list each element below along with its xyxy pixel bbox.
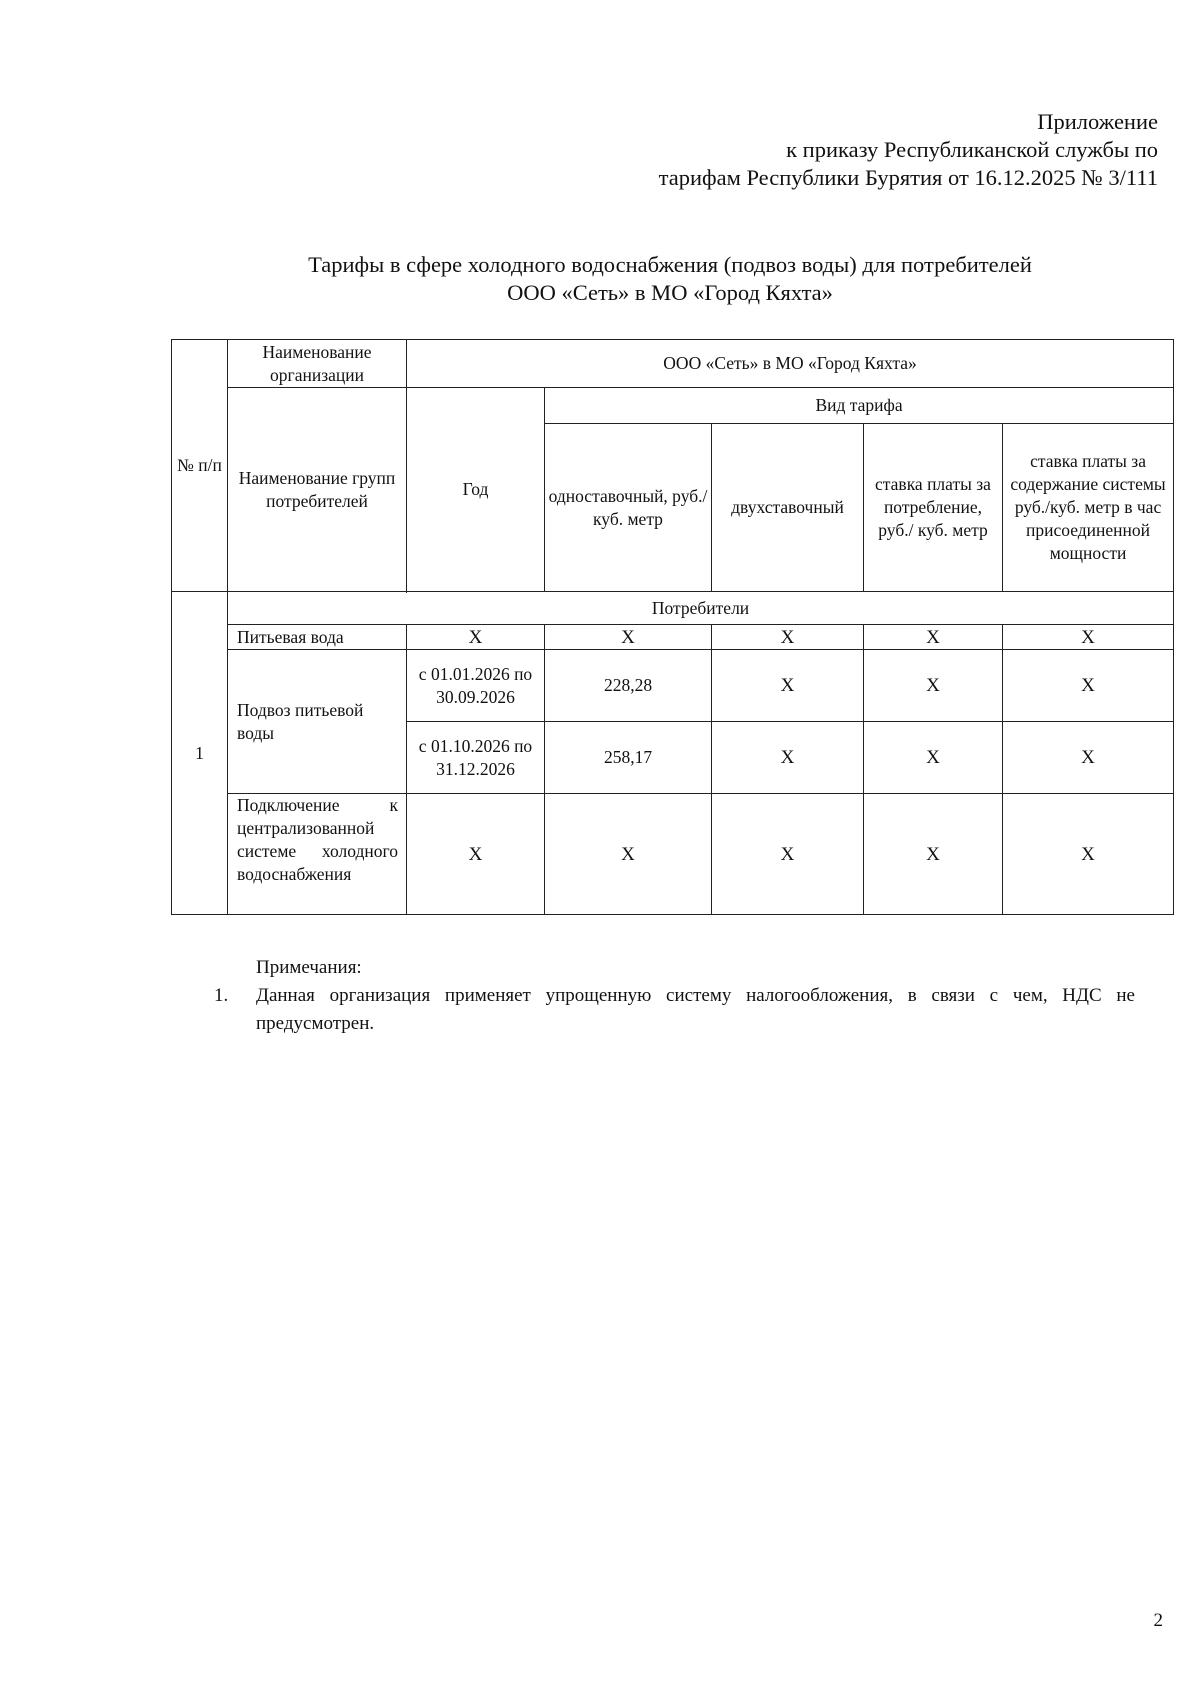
- two-rate-cell: Х: [712, 650, 864, 722]
- appendix-line-1: Приложение: [1037, 109, 1158, 134]
- appendix-header: [659, 108, 1158, 192]
- appendix-line-2: к приказу Республиканской службы по: [786, 137, 1158, 162]
- note-item: [214, 982, 1135, 1038]
- maintenance-rate-cell: Х: [1003, 625, 1174, 650]
- row-number-header: № п/п: [172, 340, 228, 592]
- two-rate-cell: Х: [712, 722, 864, 794]
- table-row: [172, 794, 1174, 915]
- consumption-rate-cell: Х: [864, 722, 1003, 794]
- maintenance-rate-cell: Х: [1003, 722, 1174, 794]
- consumer-group-name: Подключение к централизованной системе холодного водоснабжения: [228, 794, 407, 915]
- maintenance-rate-cell: Х: [1003, 794, 1174, 915]
- tariff-table: [171, 339, 1174, 915]
- table-row: [172, 650, 1174, 722]
- consumption-rate-cell: Х: [864, 794, 1003, 915]
- table-row: [172, 388, 1174, 424]
- period-cell: с 01.10.2026 по 31.12.2026: [407, 722, 545, 794]
- document-title-line-2: ООО «Сеть» в МО «Город Кяхта»: [507, 280, 833, 305]
- notes-section: [214, 954, 1135, 1038]
- tariff-type-header: Вид тарифа: [545, 388, 1174, 424]
- page-number: 2: [1153, 1610, 1163, 1631]
- organization-label: Наименование организации: [228, 340, 407, 388]
- year-header: Год: [407, 388, 545, 592]
- year-cell: Х: [407, 794, 545, 915]
- consumption-rate-cell: Х: [864, 625, 1003, 650]
- year-cell: Х: [407, 625, 545, 650]
- period-cell: с 01.01.2026 по 30.09.2026: [407, 650, 545, 722]
- note-text: Данная организация применяет упрощенную систему налогообложения, в связи с чем, НДС не предусмотрен.: [256, 985, 1135, 1034]
- two-rate-cell: Х: [712, 794, 864, 915]
- table-row: [172, 592, 1174, 625]
- row-number: 1: [172, 592, 228, 915]
- consumer-group-name: Подвоз питьевой воды: [228, 650, 407, 794]
- consumer-group-header: Наименование групп потребителей: [228, 388, 407, 592]
- maintenance-rate-header: ставка платы за содержание системы руб./куб. метр в час присоединенной мощности: [1003, 424, 1174, 592]
- table-row: [172, 340, 1174, 388]
- one-rate-cell: Х: [545, 625, 712, 650]
- consumption-rate-header: ставка платы за потребление, руб./ куб. метр: [864, 424, 1003, 592]
- one-rate-cell: 228,28: [545, 650, 712, 722]
- two-rate-cell: Х: [712, 625, 864, 650]
- maintenance-rate-cell: Х: [1003, 650, 1174, 722]
- organization-value: ООО «Сеть» в МО «Город Кяхта»: [407, 340, 1174, 388]
- note-number: 1.: [214, 985, 229, 1006]
- one-rate-header: одноставочный, руб./ куб. метр: [545, 424, 712, 592]
- document-title-line-1: Тарифы в сфере холодного водоснабжения (подвоз воды) для потребителей: [308, 252, 1032, 277]
- one-rate-cell: Х: [545, 794, 712, 915]
- notes-title: Примечания:: [256, 957, 362, 978]
- consumers-section-header: Потребители: [228, 592, 1174, 625]
- consumption-rate-cell: Х: [864, 650, 1003, 722]
- one-rate-cell: 258,17: [545, 722, 712, 794]
- appendix-line-3: тарифам Республики Бурятия от 16.12.2025 № 3/111: [658, 165, 1158, 190]
- table-row: [172, 625, 1174, 650]
- consumer-group-name: Питьевая вода: [228, 625, 407, 650]
- two-rate-header: двухставочный: [712, 424, 864, 592]
- document-title: [0, 251, 1200, 307]
